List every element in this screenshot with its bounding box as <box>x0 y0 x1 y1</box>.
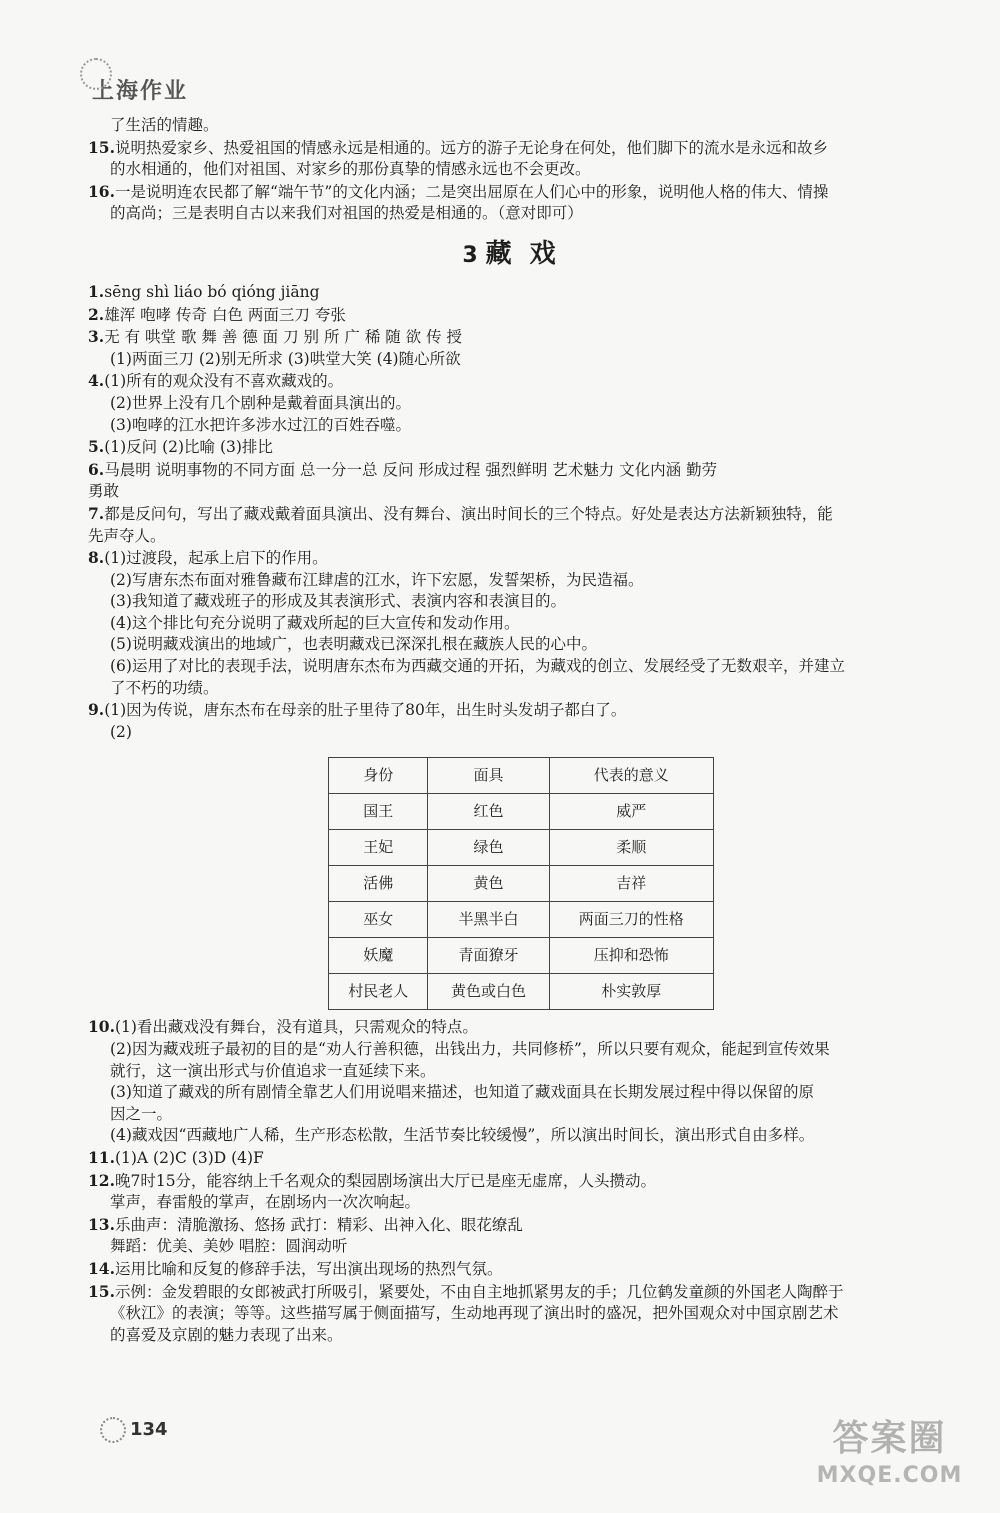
answer-text: (2)写唐东杰布面对雅鲁藏布江肆虐的江水，许下宏愿，发誓架桥，为民造福。 <box>110 570 644 589</box>
answer-text: 的高尚；三是表明自古以来我们对祖国的热爱是相通的。（意对即可） <box>110 204 583 223</box>
table-cell: 威严 <box>549 794 713 830</box>
answer-line <box>88 1147 948 1170</box>
question-number: 11. <box>88 1148 115 1167</box>
table-cell: 青面獠牙 <box>428 938 549 974</box>
answer-line <box>88 1016 948 1039</box>
answer-text: 运用比喻和反复的修辞手法，写出演出现场的热烈气氛。 <box>114 1259 503 1278</box>
answer-list-continued <box>88 1016 948 1346</box>
answer-line <box>88 1325 948 1347</box>
table-header-cell: 面具 <box>428 758 549 794</box>
table-header-cell: 代表的意义 <box>549 758 713 794</box>
answer-line <box>88 370 948 393</box>
answer-text: 《秋江》的表演；等等。这些描写属于侧面描写，生动地再现了演出时的盛况，把外国观众对中国京剧艺术 <box>110 1304 839 1323</box>
question-number: 15. <box>88 1281 115 1301</box>
answer-line <box>88 436 948 459</box>
table-cell: 吉祥 <box>549 866 713 902</box>
question-number: 10. <box>88 1017 115 1037</box>
answer-line <box>88 656 948 678</box>
watermark-cn: 答案圈 <box>832 1418 947 1459</box>
page-number <box>100 1417 168 1443</box>
table-cell: 王妃 <box>329 830 428 866</box>
answer-line <box>88 459 948 482</box>
answer-text: 了生活的情趣。 <box>110 116 219 134</box>
question-number: 4. <box>88 371 105 391</box>
answer-line <box>88 181 948 204</box>
section-title <box>88 233 948 277</box>
question-number: 6. <box>88 459 105 479</box>
answer-line <box>88 1192 948 1214</box>
header-logo <box>92 72 312 112</box>
answer-text: 的水相通的，他们对祖国、对家乡的那份真挚的情感永远也不会更改。 <box>110 160 591 179</box>
answer-line <box>88 1236 948 1258</box>
table-cell: 黄色或白色 <box>428 974 549 1010</box>
answer-text: (1)A (2)C (3)D (4)F <box>114 1149 264 1167</box>
answer-text: (1)因为传说，唐东杰布在母亲的肚子里待了80年，出生时头发胡子都白了。 <box>104 701 627 720</box>
question-number: 13. <box>88 1214 115 1234</box>
answer-line <box>88 678 948 700</box>
answer-line <box>88 326 948 349</box>
watermark-en: MXQE.COM <box>816 1463 963 1488</box>
answer-text: (3)我知道了藏戏班子的形成及其表演形式、表演内容和表演目的。 <box>110 592 566 611</box>
answer-line <box>88 547 948 570</box>
logo-decoration-icon <box>80 58 112 90</box>
answer-text: 示例：金发碧眼的女郎被武打所吸引，紧要处，不由自主地抓紧男友的手；几位鹤发童颜的外国老人陶醉于 <box>114 1282 844 1301</box>
answer-line <box>88 722 948 744</box>
table-cell: 国王 <box>329 794 428 830</box>
question-number: 12. <box>88 1170 115 1190</box>
answer-line <box>88 349 948 371</box>
answer-text: 无 有 哄堂 歌 舞 善 德 面 刀 别 所 广 稀 随 欲 传 授 <box>104 328 463 347</box>
answer-text: 勇敢 <box>88 482 120 501</box>
table-cell: 半黑半白 <box>428 902 549 938</box>
table-cell: 朴实敦厚 <box>549 974 713 1010</box>
answer-text: 雄浑 咆哮 传奇 白色 两面三刀 夸张 <box>104 305 346 324</box>
table-cell: 两面三刀的性格 <box>549 902 713 938</box>
answer-content <box>88 115 948 1346</box>
answer-text: 马晨明 说明事物的不同方面 总一分一总 反问 形成过程 强烈鲜明 艺术魅力 文化内涵 勤劳 <box>104 460 718 479</box>
answer-line <box>88 415 948 437</box>
logo-text: 上海作业 <box>92 79 189 104</box>
answer-text: 因之一。 <box>110 1104 173 1123</box>
answer-line <box>88 570 948 592</box>
answer-text: (6)运用了对比的表现手法，说明唐东杰布为西藏交通的开拓，为藏戏的创立、发展经受了无数艰辛，并建立 <box>110 657 845 676</box>
answer-line <box>88 699 948 722</box>
answer-line <box>88 481 948 503</box>
answer-text: (3)知道了藏戏的所有剧情全靠艺人们用说唱来描述，也知道了藏戏面具在长期发展过程中得以保留的原 <box>110 1083 814 1102</box>
answer-text: (4)这个排比句充分说明了藏戏所起的巨大宣传和发动作用。 <box>110 613 520 632</box>
answer-line <box>88 1214 948 1237</box>
table-cell: 红色 <box>428 794 549 830</box>
answer-text: (1)看出藏戏没有舞台，没有道具，只需观众的特点。 <box>114 1018 478 1037</box>
answer-line <box>88 1061 948 1083</box>
answer-text: (1)反问 (2)比喻 (3)排比 <box>104 438 273 457</box>
answer-line <box>88 1039 948 1061</box>
answer-text: (3)咆哮的江水把许多涉水过江的百姓吞噬。 <box>110 415 411 434</box>
question-number: 3. <box>88 327 105 347</box>
answer-text: 乐曲声：清脆激扬、悠扬 武打：精彩、出神入化、眼花缭乱 <box>114 1215 523 1234</box>
answer-text: 说明热爱家乡、热爱祖国的情感永远是相通的。远方的游子无论身在何处，他们脚下的流水是永远和故乡 <box>114 138 828 157</box>
table-cell: 活佛 <box>329 866 428 902</box>
answer-line <box>88 1281 948 1304</box>
answer-text: 掌声，春雷般的掌声，在剧场内一次次响起。 <box>110 1193 421 1212</box>
table-cell: 巫女 <box>329 902 428 938</box>
answer-line <box>88 634 948 656</box>
page-number-text: 134 <box>130 1419 168 1440</box>
table-header-cell: 身份 <box>329 758 428 794</box>
answer-line <box>88 304 948 327</box>
section-title-text: 藏戏 <box>485 238 574 269</box>
answer-line <box>88 1125 948 1147</box>
previous-answers <box>88 115 948 225</box>
answer-line <box>88 1104 948 1126</box>
table-cell: 压抑和恐怖 <box>549 938 713 974</box>
table-cell: 柔顺 <box>549 830 713 866</box>
mask-table <box>328 757 714 1010</box>
answer-text: 先声夺人。 <box>88 526 166 545</box>
answer-text: (2) <box>110 722 132 741</box>
answer-text: 就行，这一演出形式与价值追求一直延续下来。 <box>110 1061 436 1080</box>
answer-line <box>88 281 948 304</box>
question-number: 5. <box>88 437 105 457</box>
table-header-row <box>329 758 714 794</box>
answer-text: 的喜爱及京剧的魅力表现了出来。 <box>110 1325 343 1344</box>
table-cell: 妖魔 <box>329 938 428 974</box>
answer-text: (1)过渡段，起承上启下的作用。 <box>104 549 328 568</box>
table-row <box>329 902 714 938</box>
table-row <box>329 866 714 902</box>
question-number: 14. <box>88 1258 115 1278</box>
answer-text: (4)藏戏因“西藏地广人稀，生产形态松散，生活节奏比较缓慢”，所以演出时间长，演出形式自由多样。 <box>110 1126 815 1145</box>
question-number: 2. <box>88 304 105 324</box>
question-number: 7. <box>88 503 105 523</box>
answer-text: 都是反问句，写出了藏戏戴着面具演出、没有舞台、演出时间长的三个特点。好处是表达方法新颖独特，能 <box>104 504 833 523</box>
table-cell: 黄色 <box>428 866 549 902</box>
table-row <box>329 938 714 974</box>
answer-text: 舞蹈：优美、美妙 唱腔：圆润动听 <box>110 1237 348 1256</box>
answer-text: sēng shì liáo bó qióng jiāng <box>104 282 320 301</box>
question-number: 16. <box>88 181 115 201</box>
answer-line <box>88 591 948 613</box>
answer-line <box>88 1303 948 1325</box>
answer-text: (5)说明藏戏演出的地域广，也表明藏戏已深深扎根在藏族人民的心中。 <box>110 635 597 654</box>
question-number: 9. <box>88 700 105 720</box>
question-number: 8. <box>88 548 105 568</box>
watermark <box>797 1415 982 1495</box>
question-number: 15. <box>88 137 115 157</box>
page-decoration-icon <box>100 1417 126 1443</box>
answer-text: (2)世界上没有几个剧种是戴着面具演出的。 <box>110 393 411 412</box>
answer-line <box>88 503 948 526</box>
question-number: 1. <box>88 281 105 301</box>
answer-text: 了不朽的功绩。 <box>110 678 219 697</box>
answer-line <box>88 393 948 415</box>
table-row <box>329 830 714 866</box>
answer-line <box>88 115 948 137</box>
table-row <box>329 794 714 830</box>
answer-line <box>88 1258 948 1281</box>
answer-text: 晚7时15分，能容纳上千名观众的梨园剧场演出大厅已是座无虚席，人头攒动。 <box>114 1171 657 1190</box>
answer-line <box>88 137 948 160</box>
answer-list <box>88 281 948 743</box>
answer-line <box>88 613 948 635</box>
answer-line <box>88 1170 948 1193</box>
answer-line <box>88 203 948 225</box>
section-number: 3 <box>462 242 478 268</box>
answer-line <box>88 159 948 181</box>
answer-line <box>88 1082 948 1104</box>
answer-text: (1)所有的观众没有不喜欢藏戏的。 <box>104 372 344 391</box>
answer-text: 一是说明连农民都了解“端午节”的文化内涵；二是突出屈原在人们心中的形象，说明他人格的伟大、情操 <box>114 182 829 201</box>
table-cell: 村民老人 <box>329 974 428 1010</box>
answer-line <box>88 526 948 548</box>
table-cell: 绿色 <box>428 830 549 866</box>
answer-text: (1)两面三刀 (2)别无所求 (3)哄堂大笑 (4)随心所欲 <box>110 349 461 368</box>
table-row <box>329 974 714 1010</box>
answer-text: (2)因为藏戏班子最初的目的是“劝人行善积德，出钱出力，共同修桥”，所以只要有观众，能起到宣传效果 <box>110 1040 830 1059</box>
